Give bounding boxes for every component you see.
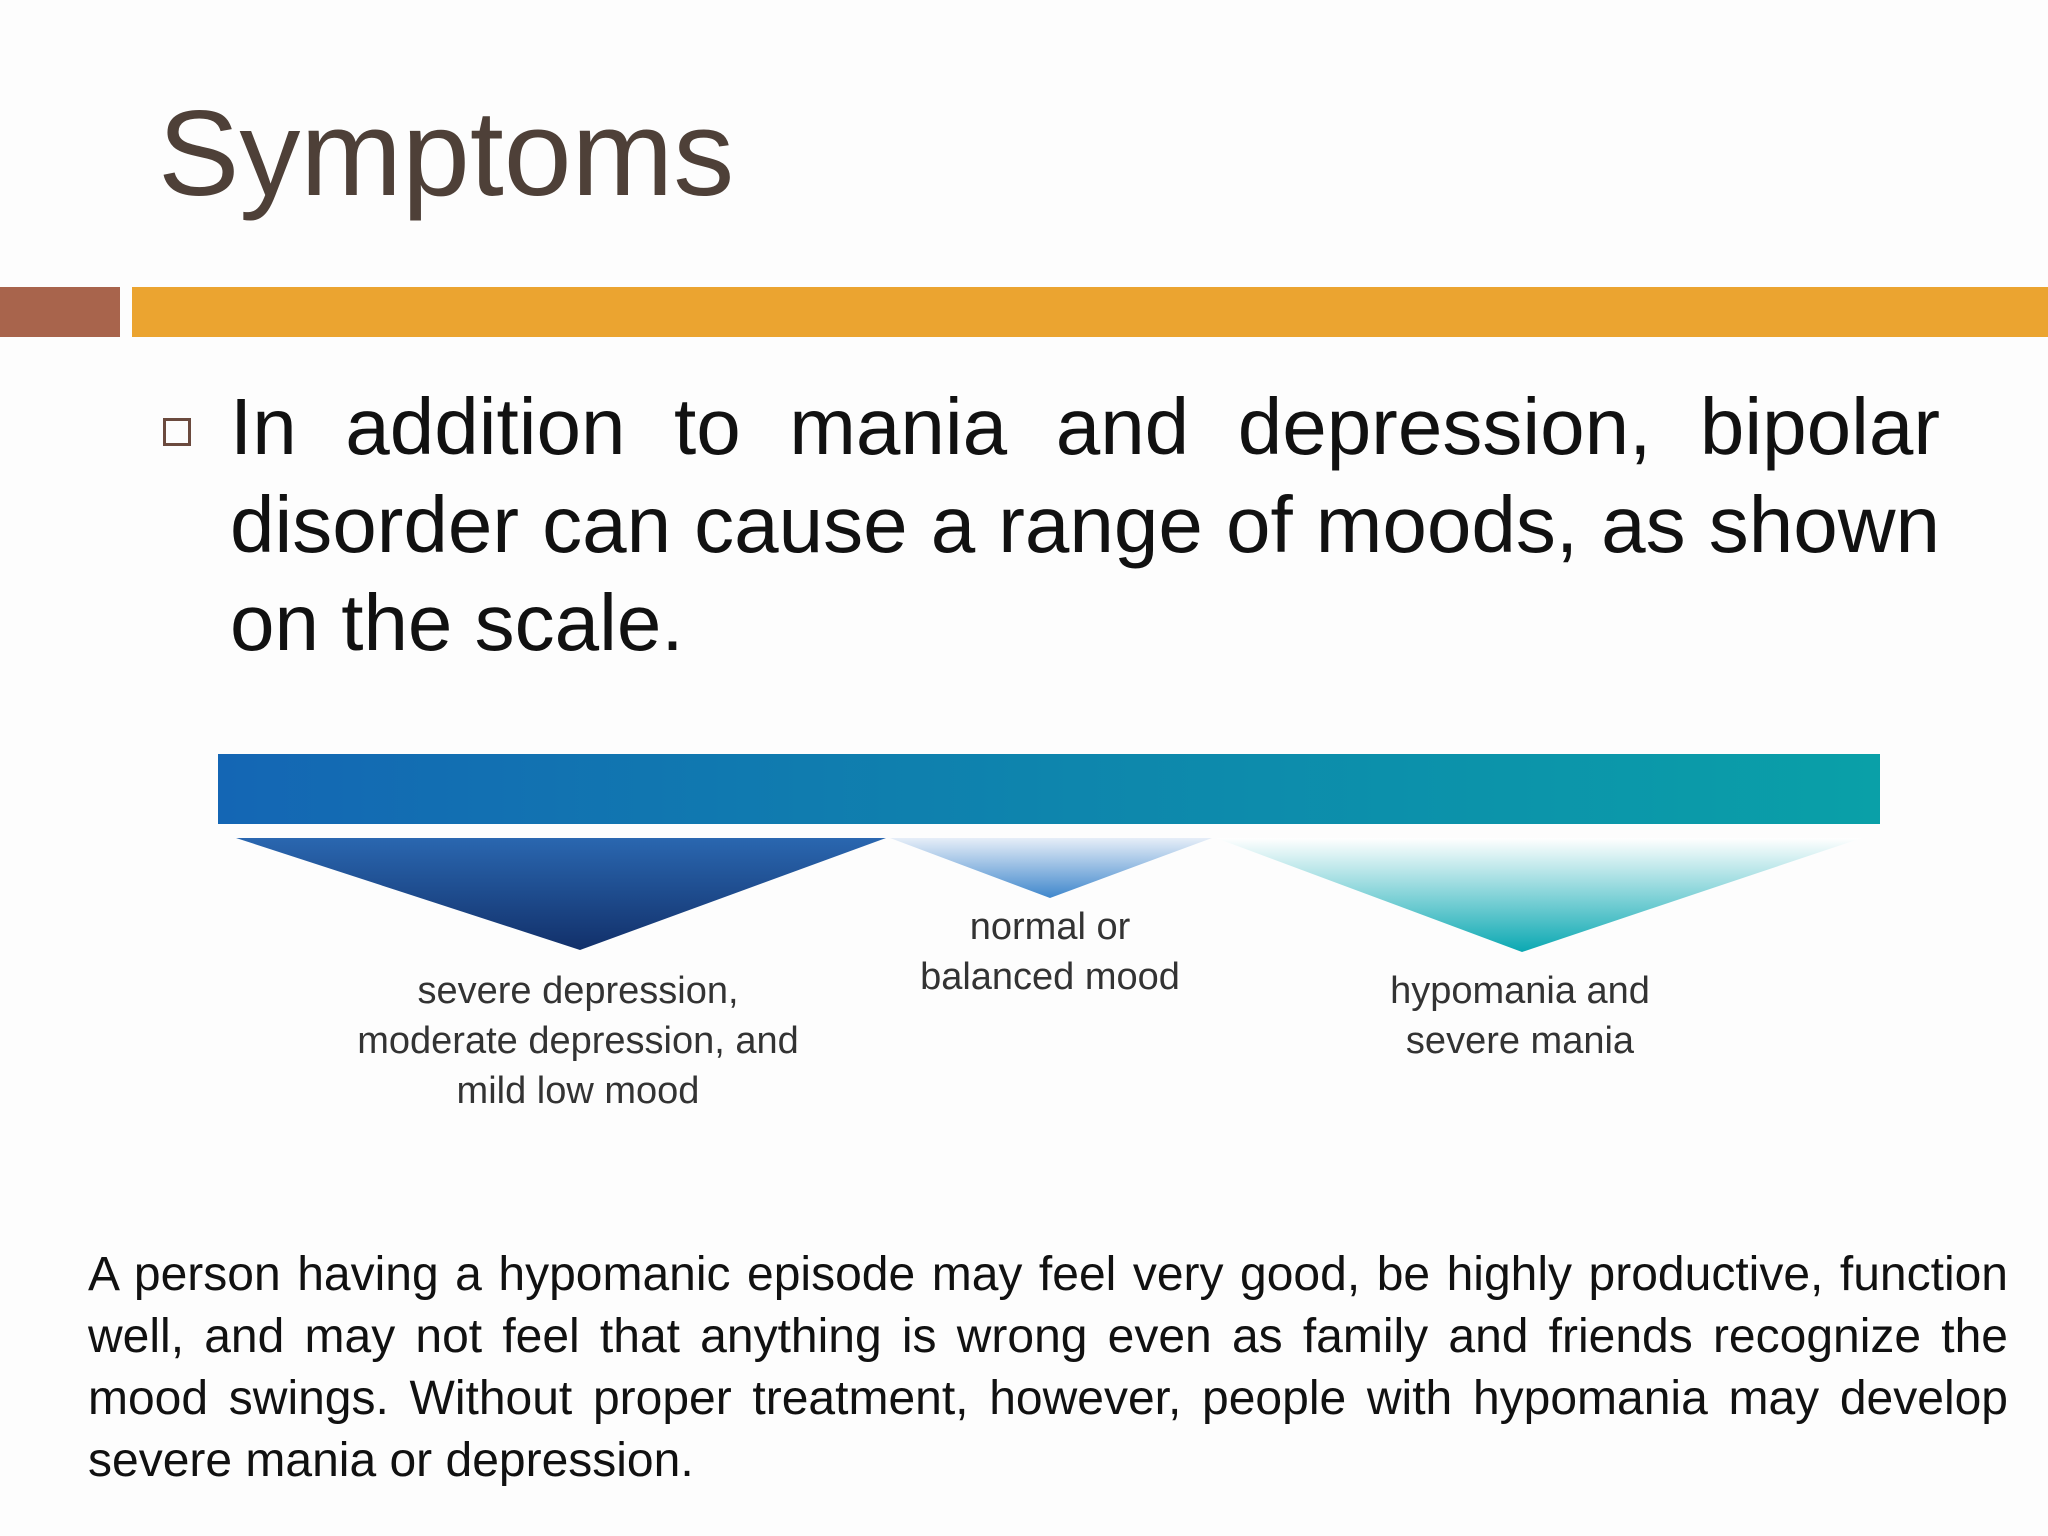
depression-wedge	[236, 838, 886, 950]
footnote-text: A person having a hypomanic episode may feel very good, be highly productive, function well, and may not feel that anything is wrong even as family and friends recognize the mood swings. Without proper treatment, however, people with hypomania may develop severe mania or depression.	[88, 1248, 2008, 1487]
scale-label-depression: severe depression, moderate depression, and mild low mood	[357, 970, 799, 1112]
normal-mood-wedge	[890, 838, 1212, 898]
scale-label-normal: normal or balanced mood	[920, 906, 1180, 998]
title-rule-accent-right	[132, 287, 2048, 337]
title-rule-accent-left	[0, 287, 120, 337]
mood-scale-bar	[218, 754, 1880, 824]
scale-label-mania: hypomania and severe mania	[1390, 970, 1650, 1062]
slide-title: Symptoms	[158, 85, 735, 221]
mania-wedge	[1216, 838, 1862, 952]
bullet-text: In addition to mania and depression, bipolar disorder can cause a range of moods, as shown on the scale.	[230, 382, 1940, 667]
bullet-square-icon	[163, 418, 191, 446]
